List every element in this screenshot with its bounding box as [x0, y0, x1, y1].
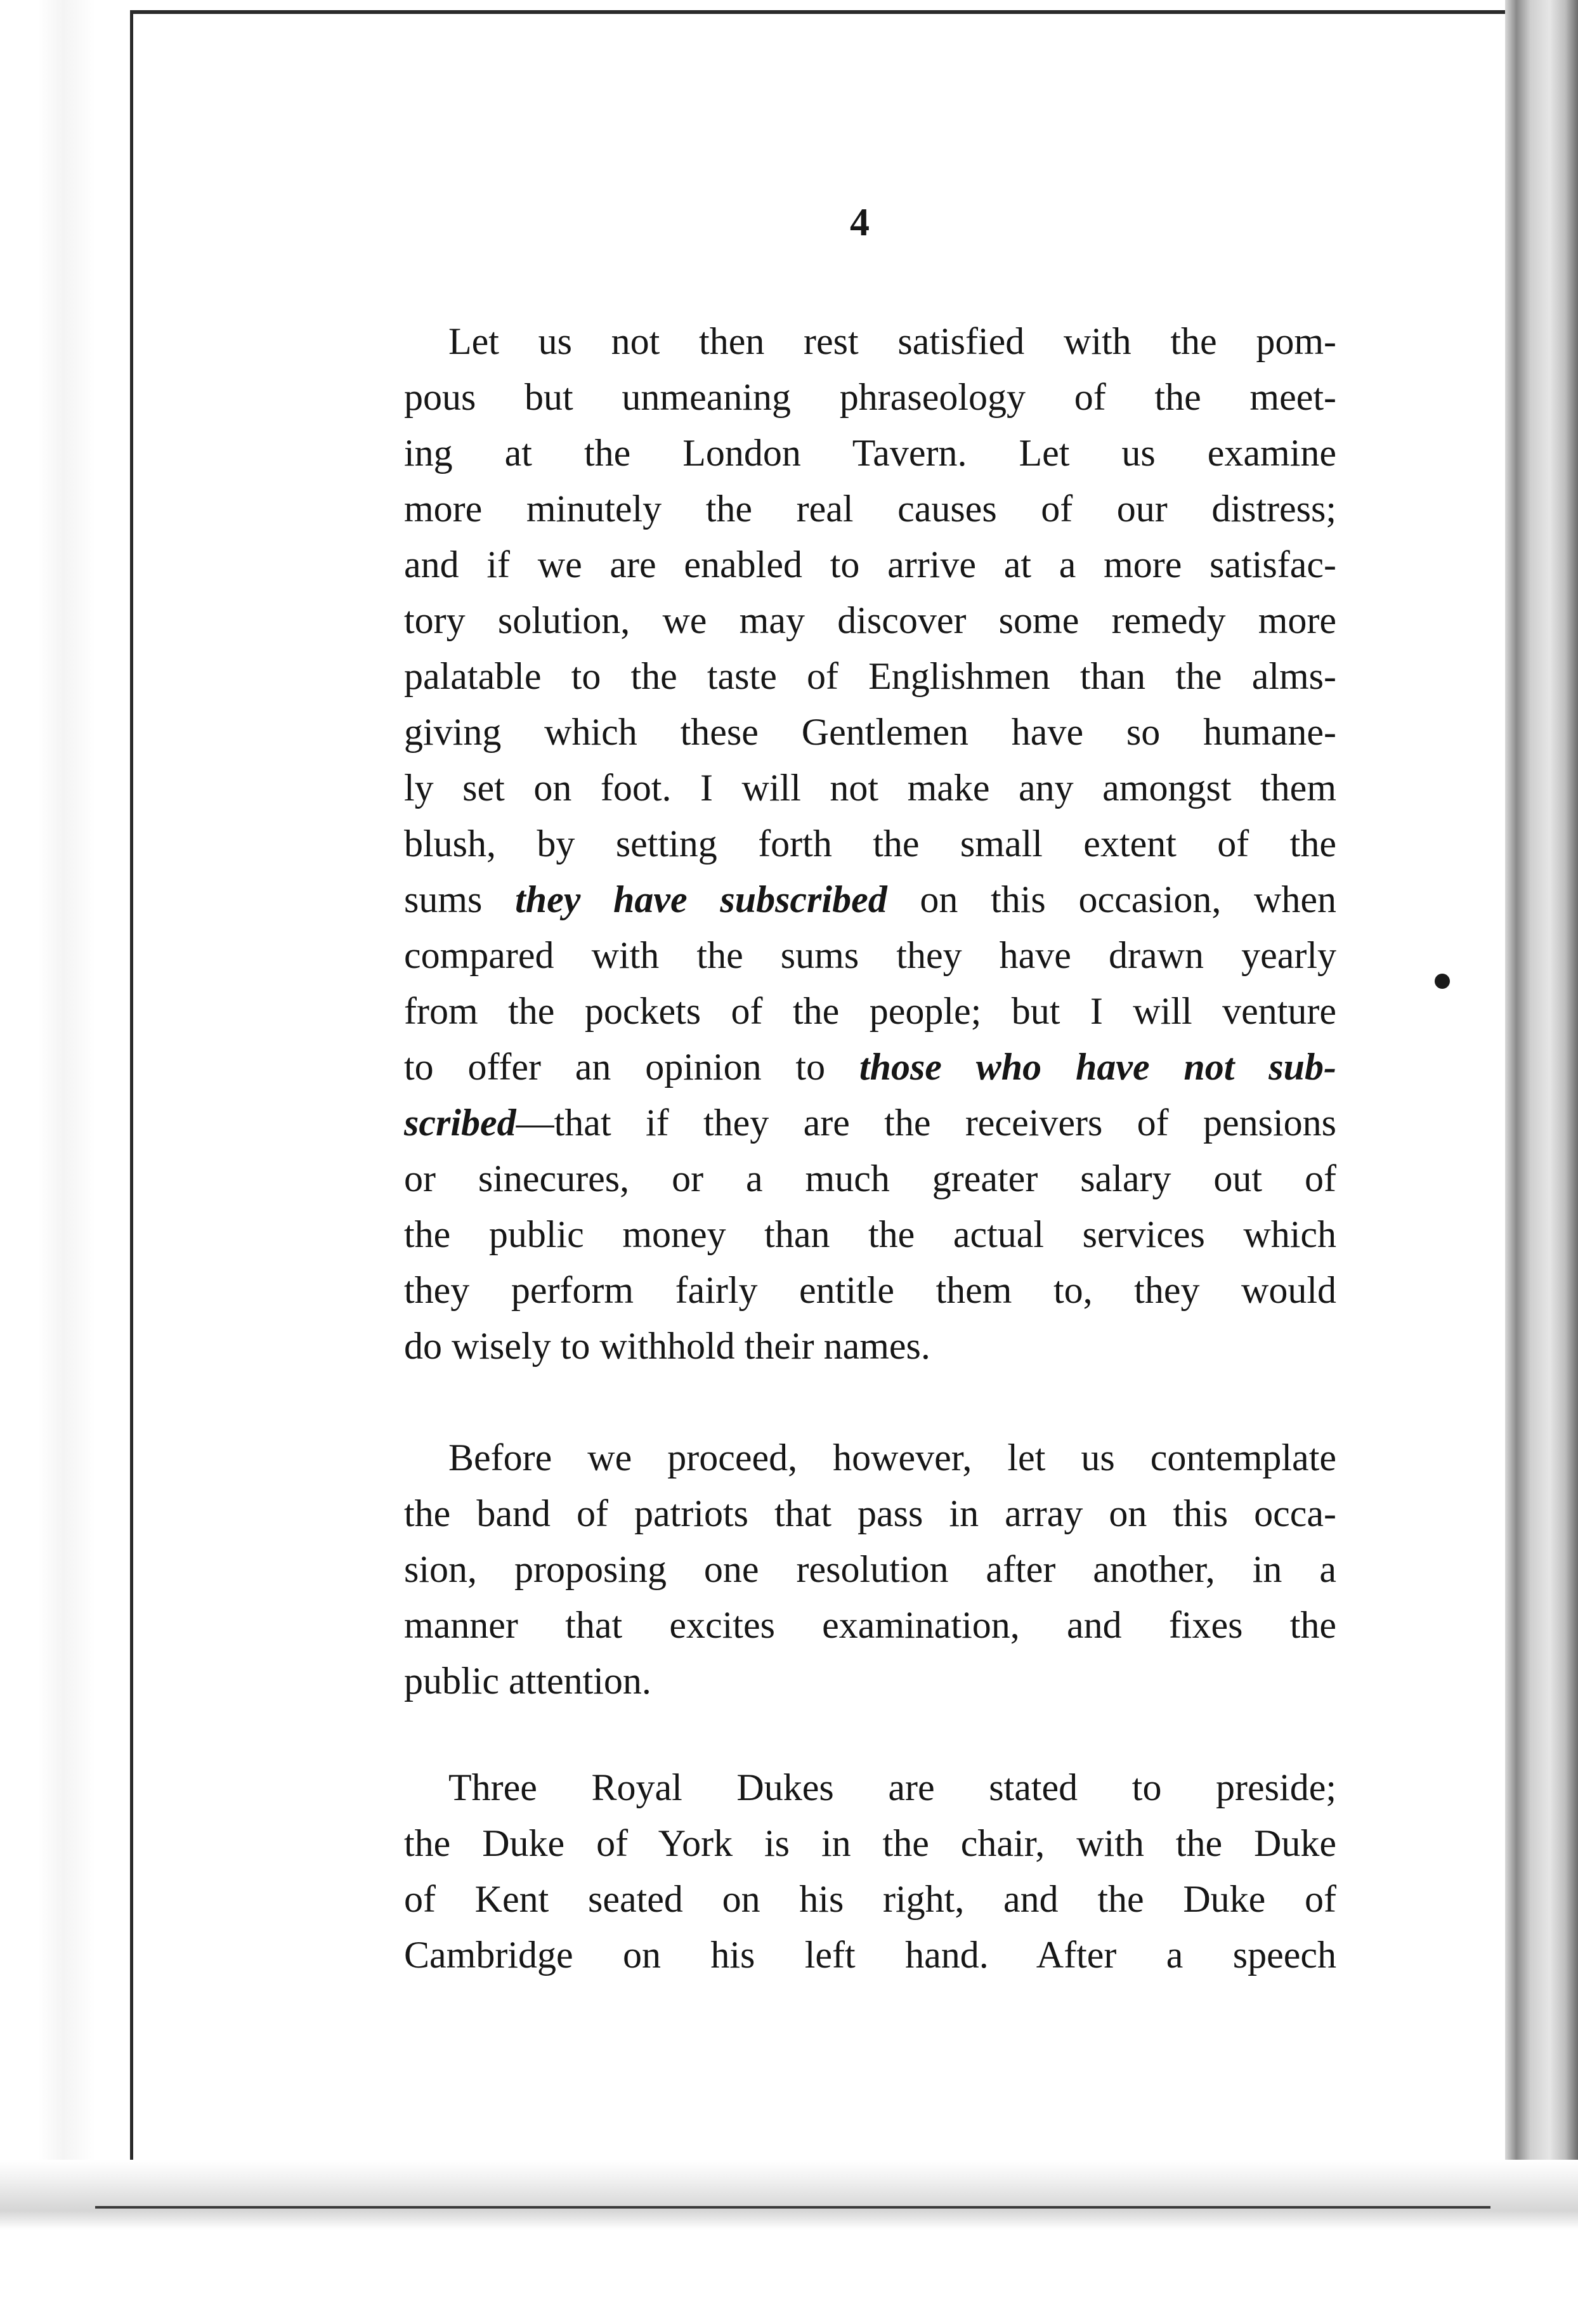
text-line: ly set on foot. I will not make any amongst them: [404, 767, 1336, 809]
text-line: pous but unmeaning phraseology of the meet-: [404, 376, 1336, 418]
scan-bottom-rule: [95, 2206, 1490, 2209]
text-line: the band of patriots that pass in array on this occa-: [404, 1492, 1336, 1534]
text-line: Before we proceed, however, let us contemplate: [448, 1437, 1336, 1479]
paragraph-1: [404, 313, 1336, 1374]
text-line: and if we are enabled to arrive at a more satisfac-: [404, 544, 1336, 585]
text-line-with-emphasis: [404, 872, 1336, 927]
text-line: palatable to the taste of Englishmen than the alms-: [404, 655, 1336, 697]
text-line-with-emphasis: [404, 1039, 1336, 1095]
emphasized-text: those who have not sub-: [859, 1046, 1336, 1088]
text-line: more minutely the real causes of our distress;: [404, 488, 1336, 530]
text-line: Cambridge on his left hand. After a speech: [404, 1934, 1336, 1976]
text-line: Let us not then rest satisfied with the pom-: [448, 320, 1336, 362]
text-line: giving which these Gentlemen have so humane-: [404, 711, 1336, 753]
text-line: Three Royal Dukes are stated to preside;: [448, 1766, 1336, 1808]
emphasized-text: they have subscribed: [515, 878, 887, 920]
text-line: sion, proposing one resolution after another, in a: [404, 1548, 1336, 1590]
text-segment: to offer an opinion to: [404, 1046, 859, 1088]
text-line: blush, by setting forth the small extent of the: [404, 823, 1336, 865]
text-line-with-emphasis: [404, 1095, 1336, 1151]
text-line: the Duke of York is in the chair, with the Duke: [404, 1822, 1336, 1864]
text-line: the public money than the actual services which: [404, 1213, 1336, 1255]
text-line: compared with the sums they have drawn yearly: [404, 934, 1336, 976]
page-bottom-edge: [0, 2160, 1578, 2324]
text-line: public attention.: [404, 1660, 651, 1702]
text-segment: sums: [404, 878, 516, 920]
ink-speck: [1435, 974, 1450, 989]
binding-shadow: [1505, 0, 1578, 2324]
page-number: 4: [850, 201, 870, 244]
text-line: do wisely to withhold their names.: [404, 1325, 930, 1367]
text-line: manner that excites examination, and fixes the: [404, 1604, 1336, 1646]
text-line: from the pockets of the people; but I will venture: [404, 990, 1336, 1032]
text-segment: —that if they are the receivers of pensions: [516, 1102, 1336, 1144]
paragraph-3: [404, 1759, 1336, 1983]
text-line: ing at the London Tavern. Let us examine: [404, 432, 1336, 474]
text-segment: on this occasion, when: [887, 878, 1336, 920]
paragraph-2: [404, 1430, 1336, 1709]
text-line: they perform fairly entitle them to, they would: [404, 1269, 1336, 1311]
text-line: tory solution, we may discover some remedy more: [404, 599, 1336, 641]
scan-left-margin: [0, 0, 95, 2324]
emphasized-text: scribed: [404, 1102, 516, 1144]
text-line: or sinecures, or a much greater salary out of: [404, 1158, 1336, 1199]
text-line: of Kent seated on his right, and the Duke of: [404, 1878, 1336, 1920]
